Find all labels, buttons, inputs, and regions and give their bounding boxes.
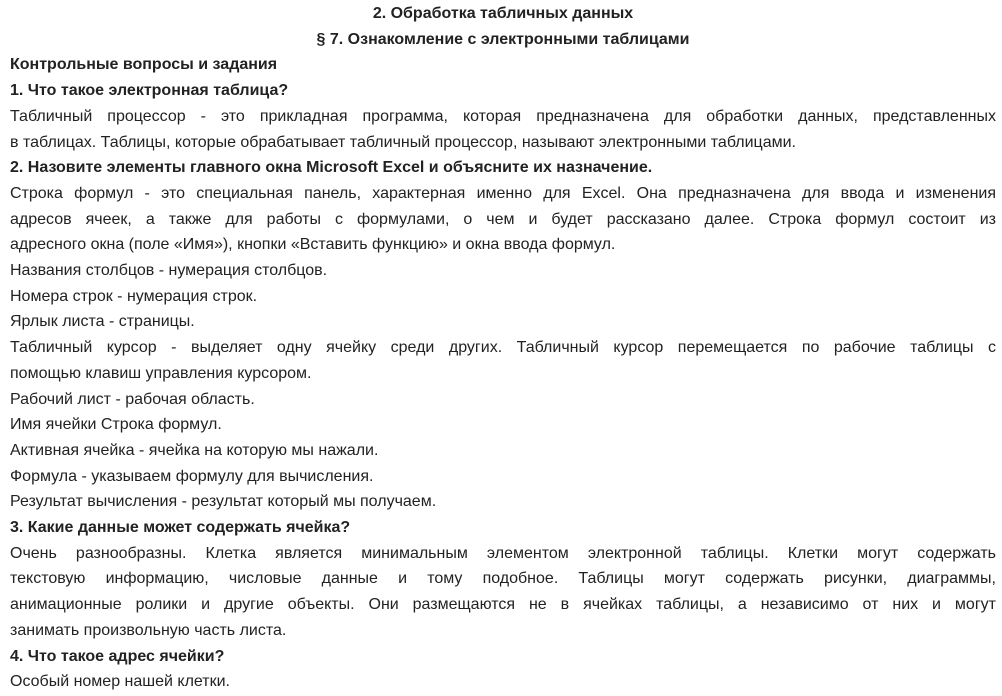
section-title: § 7. Ознакомление с электронными таблицами — [316, 30, 690, 48]
chapter-title: 2. Обработка табличных данных — [372, 5, 634, 22]
answer-line: Активная ячейка - ячейка на которую мы нажали. — [10, 441, 379, 459]
answer-paragraph — [10, 541, 996, 644]
question-heading: 4. Что такое адрес ячейки? — [10, 647, 225, 665]
answer-line: адресного окна (поле «Имя»), кнопки «Вставить функцию» и окна ввода формул. — [10, 236, 616, 254]
answer-line: Имя ячейки Строка формул. — [10, 416, 222, 434]
answer-line: Строка формул - это специальная панель, характерная именно для Excel. Она предназначена для ввода и изменения — [10, 184, 997, 202]
question-heading: 3. Какие данные может содержать ячейка? — [10, 519, 351, 537]
answer-line: Очень разнообразны. Клетка является минимальным элементом электронной таблицы. Клетки могут содержать — [10, 544, 996, 562]
answer-line: адресов ячеек, а также для работы с формулами, о чем и будет рассказано далее. Строка формул состоит из — [10, 210, 996, 228]
answer-line: Рабочий лист - рабочая область. — [10, 390, 255, 408]
answer-paragraph — [10, 181, 996, 258]
answer-paragraph — [10, 258, 996, 284]
answer-line: Табличный процессор - это прикладная программа, которая предназначена для обработки данных, представленных — [10, 107, 996, 125]
answer-paragraph — [10, 464, 996, 490]
answer-paragraph — [10, 309, 996, 335]
answer-paragraph — [10, 669, 996, 695]
answer-paragraph — [10, 387, 996, 413]
question-heading: 1. Что такое электронная таблица? — [10, 82, 289, 100]
answer-line: анимационные ролики и другие объекты. Они размещаются не в ячейках таблицы, а независимо от них и могут — [10, 596, 996, 614]
answer-line: Ярлык листа - страницы. — [10, 313, 195, 331]
answer-line: Названия столбцов - нумерация столбцов. — [10, 262, 328, 280]
question-heading: 2. Назовите элементы главного окна Microsoft Excel и объясните их назначение. — [10, 159, 653, 177]
answer-paragraph — [10, 335, 996, 386]
tasks-heading: Контрольные вопросы и задания — [10, 56, 278, 74]
answer-line: в таблицах. Таблицы, которые обрабатывает табличный процессор, называют электронными таблицами. — [10, 133, 796, 151]
answer-line: Номера строк - нумерация строк. — [10, 287, 258, 305]
answer-line: занимать произвольную часть листа. — [10, 621, 287, 639]
questions-list — [10, 78, 996, 695]
answer-paragraph — [10, 489, 996, 515]
answer-line: Особый номер нашей клетки. — [10, 673, 230, 691]
answer-line: помощью клавиш управления курсором. — [10, 364, 312, 382]
answer-line: Формула - указываем формулу для вычисления. — [10, 467, 374, 485]
answer-paragraph — [10, 284, 996, 310]
answer-line: Табличный курсор - выделяет одну ячейку среди других. Табличный курсор перемещается по рабочие таблицы с — [10, 339, 996, 357]
answer-paragraph — [10, 104, 996, 155]
answer-paragraph — [10, 438, 996, 464]
answer-paragraph — [10, 412, 996, 438]
answer-line: текстовую информацию, числовые данные и тому подобное. Таблицы могут содержать рисунки, диаграммы, — [10, 570, 996, 588]
answer-line: Результат вычисления - результат который мы получаем. — [10, 493, 437, 511]
